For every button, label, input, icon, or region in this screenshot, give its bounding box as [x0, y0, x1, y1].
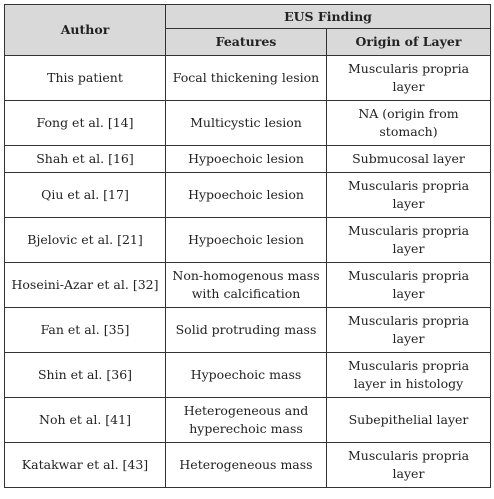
cell-origin: Muscularis propria layer [327, 308, 491, 353]
header-origin-of-layer: Origin of Layer [327, 29, 491, 56]
table-row [5, 353, 491, 398]
cell-origin: NA (origin from stomach) [327, 101, 491, 146]
cell-author: Noh et al. [41] [5, 398, 166, 443]
table-row [5, 146, 491, 173]
eus-finding-table [4, 4, 491, 488]
cell-origin: Subepithelial layer [327, 398, 491, 443]
cell-origin: Muscularis propria layer [327, 218, 491, 263]
header-row-1 [5, 5, 491, 29]
header-features: Features [166, 29, 327, 56]
cell-origin: Muscularis propria layer [327, 173, 491, 218]
cell-features: Heterogeneous mass [166, 443, 327, 488]
table-row [5, 56, 491, 101]
table-row [5, 398, 491, 443]
header-eus-finding: EUS Finding [166, 5, 491, 29]
cell-author: This patient [5, 56, 166, 101]
cell-author: Qiu et al. [17] [5, 173, 166, 218]
cell-author: Fong et al. [14] [5, 101, 166, 146]
cell-origin: Muscularis propria layer [327, 263, 491, 308]
cell-features: Heterogeneous and hyperechoic mass [166, 398, 327, 443]
cell-author: Shin et al. [36] [5, 353, 166, 398]
cell-origin: Muscularis propria layer [327, 443, 491, 488]
cell-features: Multicystic lesion [166, 101, 327, 146]
cell-origin: Muscularis propria layer in histology [327, 353, 491, 398]
cell-features: Hypoechoic lesion [166, 218, 327, 263]
cell-features: Hypoechoic lesion [166, 146, 327, 173]
cell-features: Solid protruding mass [166, 308, 327, 353]
cell-origin: Submucosal layer [327, 146, 491, 173]
cell-features: Hypoechoic lesion [166, 173, 327, 218]
cell-author: Shah et al. [16] [5, 146, 166, 173]
cell-author: Fan et al. [35] [5, 308, 166, 353]
cell-features: Non-homogenous mass with calcification [166, 263, 327, 308]
cell-features: Hypoechoic mass [166, 353, 327, 398]
table-row [5, 173, 491, 218]
table-row [5, 263, 491, 308]
table-header [5, 5, 491, 56]
cell-author: Katakwar et al. [43] [5, 443, 166, 488]
table-row [5, 443, 491, 488]
cell-author: Hoseini-Azar et al. [32] [5, 263, 166, 308]
table-body [5, 56, 491, 488]
cell-origin: Muscularis propria layer [327, 56, 491, 101]
table-container [4, 4, 490, 488]
cell-features: Focal thickening lesion [166, 56, 327, 101]
cell-author: Bjelovic et al. [21] [5, 218, 166, 263]
table-row [5, 218, 491, 263]
table-row [5, 308, 491, 353]
header-author: Author [5, 5, 166, 56]
table-row [5, 101, 491, 146]
